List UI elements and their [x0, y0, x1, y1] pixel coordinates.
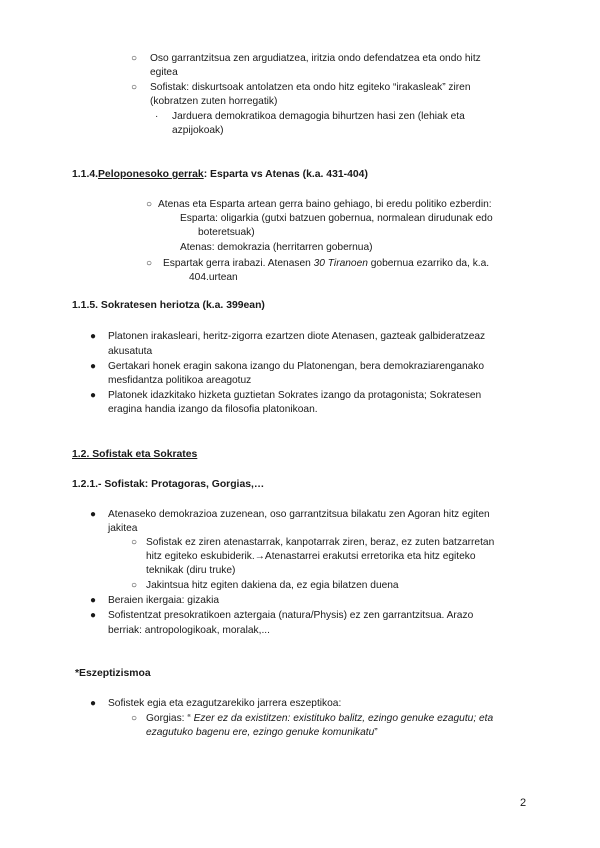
text-line: azpijokoak)	[172, 125, 224, 136]
bullet-icon: ●	[90, 595, 97, 606]
heading-underlined: Peloponesoko gerrak	[98, 169, 204, 180]
section-heading: 1.2.1.- Sofistak: Protagoras, Gorgias,…	[72, 479, 265, 490]
text-line: egitea	[150, 67, 178, 78]
text-line: Oso garrantzitsua zen argudiatzea, iritzia ondo defendatzea eta ondo hitz	[150, 53, 481, 64]
page-number: 2	[520, 797, 527, 809]
text-line: Sofistak ez ziren atenastarrak, kanpotarrak ziren, beraz, ez zuten batzarretan	[146, 537, 495, 548]
text-line: Jarduera demokratikoa demagogia bihurtzen hasi zen (lehiak eta	[172, 111, 465, 122]
circle-bullet-icon: ○	[131, 82, 138, 93]
text-line: Atenas eta Esparta artean gerra baino gehiago, bi eredu politiko ezberdin:	[158, 199, 492, 210]
text-line: akusatuta	[108, 346, 153, 357]
text-line: boteretsuak)	[198, 227, 255, 238]
bullet-icon: ●	[90, 610, 97, 621]
bullet-icon: ●	[90, 509, 97, 520]
text-span: Espartak gerra irabazi. Atenasen	[163, 258, 314, 269]
circle-bullet-icon: ○	[131, 580, 138, 591]
text-line: mesfidantza politikoa areagotuz	[108, 375, 252, 386]
text-line: Atenaseko demokrazioa zuzenean, oso garrantzitsua bilakatu zen Agoran hitz egiten	[108, 509, 490, 520]
text-line: Platonek idazkitako hizketa guztietan Sokrates izango da protagonista; Sokratesen	[108, 390, 482, 401]
text-line: teknikak (diru truke)	[146, 565, 236, 576]
circle-bullet-icon: ○	[146, 258, 153, 269]
text-line: Beraien ikergaia: gizakia	[108, 595, 219, 606]
text-line	[146, 726, 378, 739]
text-line: Jakintsua hitz egiten dakiena da, ez egia bilatzen duena	[146, 580, 399, 591]
text-line: Esparta: oligarkia (gutxi batzuen gobernua, normalean dirudunak edo	[180, 213, 493, 224]
circle-bullet-icon: ○	[131, 537, 138, 548]
section-heading	[72, 168, 368, 181]
text-line: (kobratzen zuten horregatik)	[150, 96, 278, 107]
section-heading: 1.1.5. Sokratesen heriotza (k.a. 399ean)	[72, 300, 265, 311]
text-line: Gertakari honek eragin sakona izango du Platonengan, bera demokraziarenganako	[108, 361, 485, 372]
text-line: berriak: antropologikoak, moralak,...	[108, 625, 270, 636]
text-line: jakitea	[108, 523, 138, 534]
bullet-icon: ●	[90, 361, 97, 372]
text-line: eragina handia izango da filosofia platonikoan.	[108, 404, 318, 415]
heading-rest: : Esparta vs Atenas (k.a. 431-404)	[203, 169, 368, 180]
text-line	[163, 257, 489, 270]
text-line: Sofistentzat presokratikoen aztergaia (natura/Physis) ez zen garrantzitsua. Arazo	[108, 610, 474, 621]
section-heading: *Eszeptizismoa	[75, 668, 151, 679]
text-line: Platonen irakasleari, heritz-zigorra ezartzen diote Atenasen, gazteak galbideratzeaz	[108, 331, 486, 342]
text-line: Sofistak: diskurtsoak antolatzen eta ondo hitz egiteko “irakasleak” ziren	[150, 82, 471, 93]
heading-number: 1.1.4.	[72, 169, 98, 180]
text-line	[146, 712, 493, 725]
italic-span: ezagutuko bagenu ere, ezingo genuke komunikatu	[146, 727, 375, 738]
text-span: ”	[374, 727, 378, 738]
text-line: Atenas: demokrazia (herritarren gobernua)	[180, 242, 373, 253]
bullet-icon: ●	[90, 331, 97, 342]
section-heading: 1.2. Sofistak eta Sokrates	[72, 449, 198, 460]
text-line: hitz egiteko eskubiderik.→Atenastarrei erakutsi erretorika eta hitz egiteko	[146, 551, 476, 562]
circle-bullet-icon: ○	[131, 713, 138, 724]
dot-bullet-icon: ·	[155, 111, 159, 122]
bullet-icon: ●	[90, 698, 97, 709]
bullet-icon: ●	[90, 390, 97, 401]
italic-span: 30 Tiranoen	[313, 258, 368, 269]
text-span: gobernua ezarriko da, k.a.	[367, 258, 490, 269]
text-line: Sofistek egia eta ezagutzarekiko jarrera eszeptikoa:	[108, 698, 342, 709]
italic-span: Ezer ez da existitzen: existituko balitz, ezingo genuke ezagutu; eta	[193, 713, 494, 724]
text-line: 404.urtean	[189, 272, 238, 283]
text-span: Gorgias: “	[146, 713, 194, 724]
circle-bullet-icon: ○	[131, 53, 138, 64]
circle-bullet-icon: ○	[146, 199, 153, 210]
